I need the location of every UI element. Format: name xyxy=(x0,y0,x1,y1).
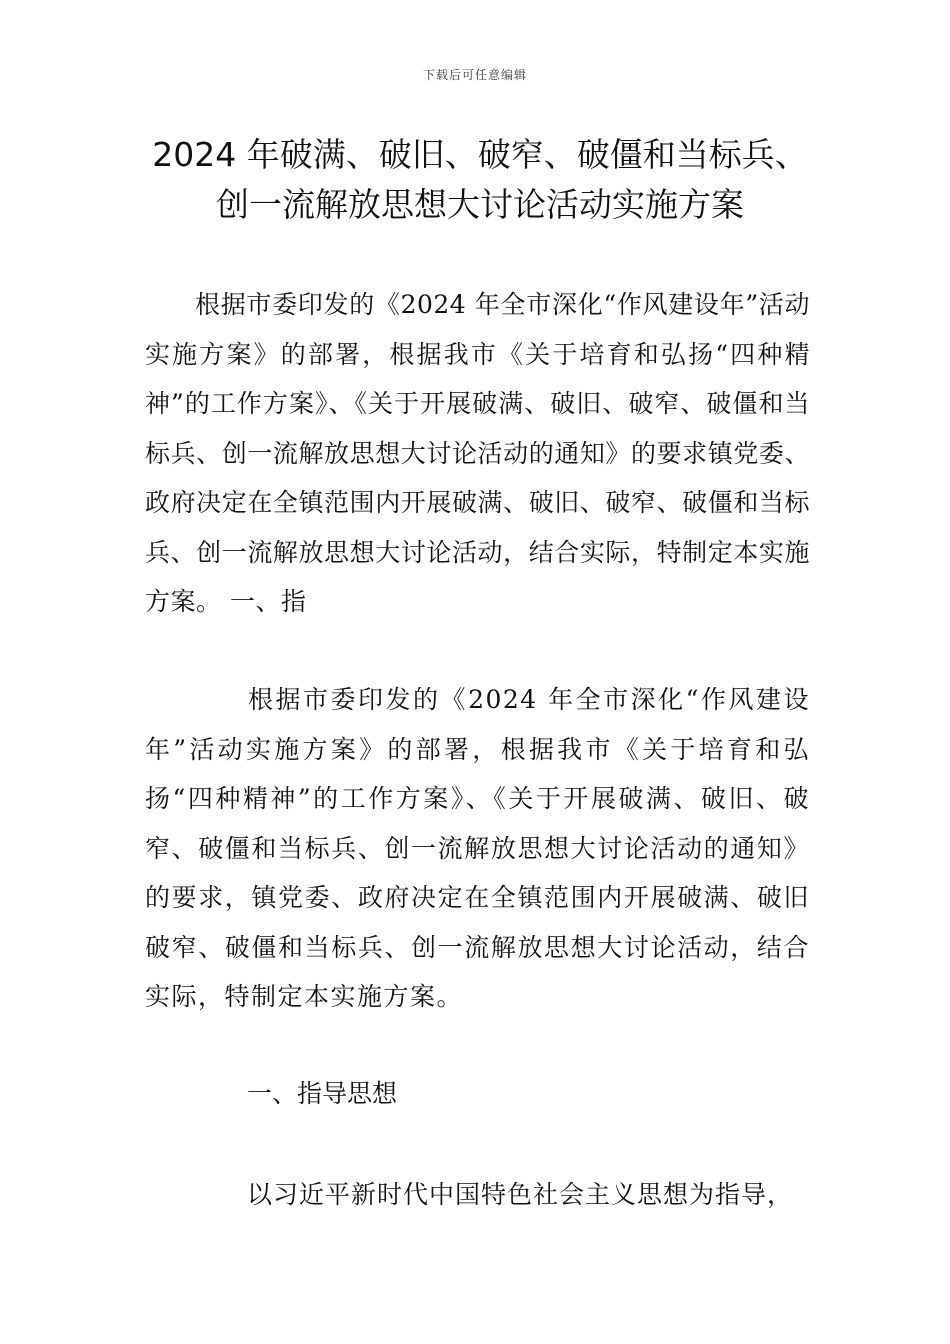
section-heading-guiding-ideology: 一、指导思想 xyxy=(247,1079,398,1108)
title-line-1: 2024 年破满、破旧、破窄、破僵和当标兵、 xyxy=(152,135,808,174)
paragraph-intro-repeat: 根据市委印发的《2024 年全市深化“作风建设年”活动实施方案》的部署，根据我市《关于培育和弘扬“四种精神”的工作方案》、《关于开展破满、破旧、破窄、破僵和当标兵、创一流解放思想大讨论活动的通知》的要求，镇党委、政府决定在全镇范围内开展破满、破旧破窄、破僵和当标兵、创一流解放思想大讨论活动，结合实际，特制定本实施方案。 xyxy=(145,685,810,1011)
document-title xyxy=(100,130,860,230)
header-note: 下载后可任意编辑 xyxy=(422,68,527,82)
paragraph-intro: 根据市委印发的《2024 年全市深化“作风建设年”活动实施方案》的部署，根据我市《关于培育和弘扬“四种精神”的工作方案》、《关于开展破满、破旧、破窄、破僵和当标兵、创一流解放思想大讨论活动的通知》的要求镇党委、政府决定在全镇范围内开展破满、破旧、破窄、破僵和当标兵、创一流解放思想大讨论活动，结合实际，特制定本实施方案。 一、指 xyxy=(145,290,810,616)
paragraph-guiding-ideology: 以习近平新时代中国特色社会主义思想为指导， xyxy=(247,1180,794,1209)
title-line-2: 创一流解放思想大讨论活动实施方案 xyxy=(216,185,744,224)
